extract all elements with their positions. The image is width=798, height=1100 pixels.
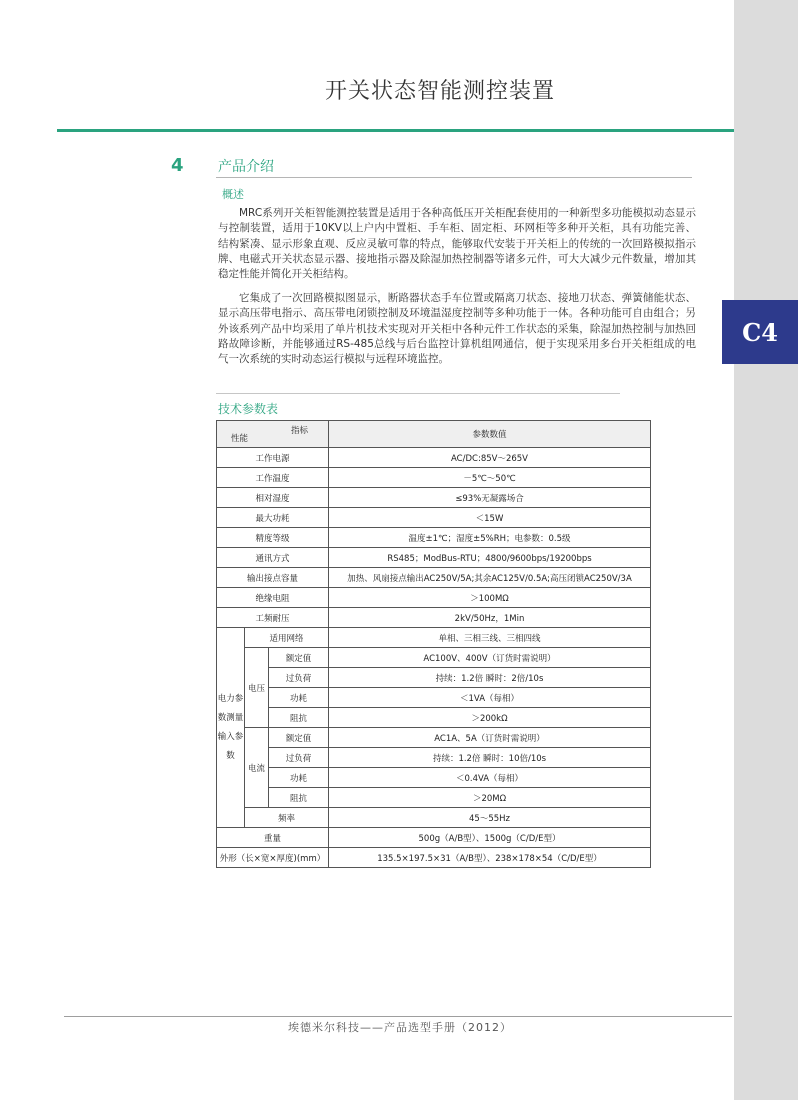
param-value: ＞100MΩ [329,588,651,608]
subgroup-label-current: 电流 [245,728,269,808]
param-value: ＞20MΩ [329,788,651,808]
param-name: 频率 [245,808,329,828]
param-value: ＜15W [329,508,651,528]
tech-params-table [216,420,651,868]
param-value: 2kV/50Hz，1Min [329,608,651,628]
table-divider [216,393,620,394]
param-value: －5℃～50℃ [329,468,651,488]
param-name: 功耗 [269,768,329,788]
param-name: 过负荷 [269,748,329,768]
param-name: 绝缘电阻 [217,588,329,608]
param-value: RS485；ModBus-RTU；4800/9600bps/19200bps [329,548,651,568]
param-name: 通讯方式 [217,548,329,568]
section-number: 4 [171,155,184,176]
overview-paragraph-1: MRC系列开关柜智能测控装置是适用于各种高低压开关柜配套使用的一种新型多功能模拟动态显示与控制装置，适用于10KV以上户内中置柜、手车柜、固定柜、环网柜等多种开关柜，具有功能完善、结构紧凑、显示形象直观、反应灵敏可靠的特点，能够取代安装于开关柜上的传统的一次回路模拟指示牌、电磁式开关状态显示器、接地指示器及除湿加热控制器等诸多元件，可大大减少元件数量，增加其稳定性能并简化开关柜结构。 [218,207,696,281]
chapter-tab: C4 [722,300,798,364]
overview-heading: 概述 [222,188,244,201]
table-row [217,788,651,808]
table-title: 技术参数表 [218,402,279,416]
param-value: 45～55Hz [329,808,651,828]
param-value: 温度±1℃；湿度±5%RH；电参数：0.5级 [329,528,651,548]
header-index-label: 指标 [291,426,309,436]
footer-divider [64,1016,732,1017]
param-value: AC/DC:85V～265V [329,448,651,468]
table-row [217,668,651,688]
table-header-row [217,421,651,448]
param-name: 功耗 [269,688,329,708]
param-value: 持续：1.2倍 瞬时：2倍/10s [329,668,651,688]
table-row [217,508,651,528]
param-value: 135.5×197.5×31（A/B型）、238×178×54（C/D/E型） [329,848,651,868]
param-name: 精度等级 [217,528,329,548]
table-row [217,648,651,668]
param-value: ＜0.4VA（每相） [329,768,651,788]
header-performance-label: 性能 [231,434,249,444]
param-value: ＜1VA（每相） [329,688,651,708]
param-name: 额定值 [269,728,329,748]
table-row [217,748,651,768]
param-value: AC1A、5A（订货时需说明） [329,728,651,748]
group-label-electrical: 电力参数测量输入参数 [217,628,245,828]
param-name: 阻抗 [269,708,329,728]
param-name: 最大功耗 [217,508,329,528]
table-row [217,548,651,568]
table-row [217,688,651,708]
overview-paragraph-2: 它集成了一次回路模拟图显示，断路器状态手车位置或隔离刀状态、接地刀状态、弹簧储能状态、显示高压带电指示、高压带电闭锁控制及环境温湿度控制等多种功能于一体。各种功能可自由组合；另外该系列产品中均采用了单片机技术实现对开关柜中各种元件工作状态的采集，除湿加热控制与加热回路故障诊断，并能够通过RS-485总线与后台监控计算机组网通信，便于实现采用多台开关柜组成的电气一次系统的实时动态运行模拟与远程环境监控。 [218,292,696,366]
param-name: 适用网络 [245,628,329,648]
table-row [217,808,651,828]
param-value: 持续：1.2倍 瞬时：10倍/10s [329,748,651,768]
param-value: 单相、三相三线、三相四线 [329,628,651,648]
table-row [217,448,651,468]
section-title: 产品介绍 [218,159,274,175]
param-name: 阻抗 [269,788,329,808]
page-footer: 埃德米尔科技——产品选型手册（2012） [288,1021,512,1034]
param-value: ＞200kΩ [329,708,651,728]
section-divider [216,177,692,178]
param-name: 相对湿度 [217,488,329,508]
table-row [217,828,651,848]
param-name: 额定值 [269,648,329,668]
param-value: AC100V、400V（订货时需说明） [329,648,651,668]
subgroup-label-voltage: 电压 [245,648,269,728]
param-name: 工作电源 [217,448,329,468]
param-value: 500g（A/B型）、1500g（C/D/E型） [329,828,651,848]
table-row [217,568,651,588]
page-title: 开关状态智能测控装置 [324,79,555,104]
param-name: 过负荷 [269,668,329,688]
table-row [217,728,651,748]
table-row [217,528,651,548]
param-name: 外形（长×宽×厚度)(mm） [217,848,329,868]
header-value-label: 参数数值 [329,421,651,448]
header-divider [57,129,734,132]
param-name: 输出接点容量 [217,568,329,588]
table-row [217,488,651,508]
table-row [217,468,651,488]
header-diagonal-cell [217,421,329,448]
table-row [217,628,651,648]
param-value: ≤93%无凝露场合 [329,488,651,508]
param-name: 工频耐压 [217,608,329,628]
table-row [217,608,651,628]
table-row [217,768,651,788]
side-margin-band [734,0,798,1100]
param-name: 工作温度 [217,468,329,488]
table-row [217,848,651,868]
param-value: 加热、风扇接点输出AC250V/5A;其余AC125V/0.5A;高压闭锁AC250V/3A [329,568,651,588]
param-name: 重量 [217,828,329,848]
table-row [217,588,651,608]
table-row [217,708,651,728]
